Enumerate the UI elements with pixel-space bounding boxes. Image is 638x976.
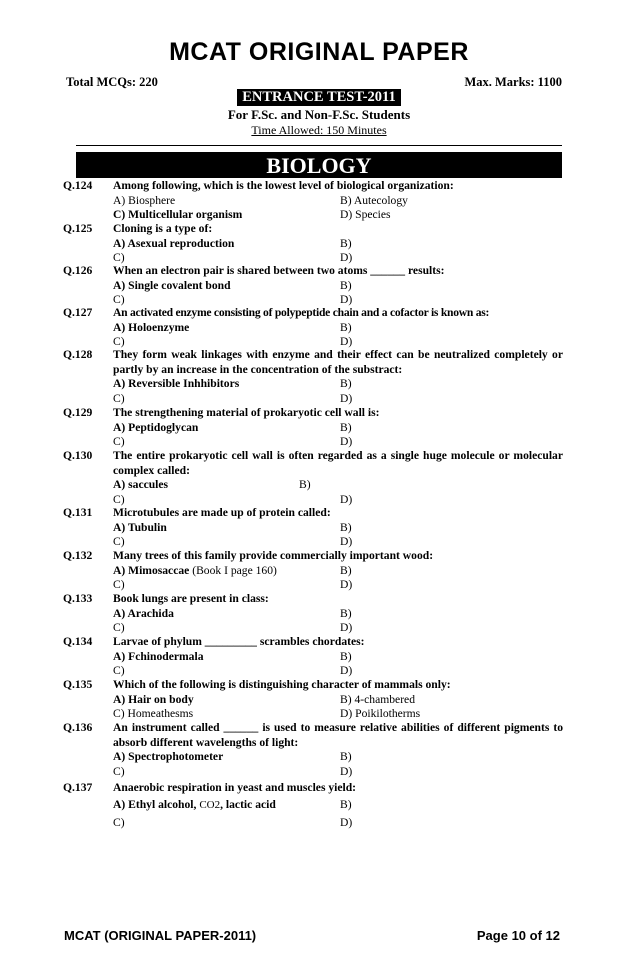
option-c: C) — [113, 816, 125, 829]
question-text: Among following, which is the lowest level of biological organization: — [113, 179, 454, 192]
question-text: An activated enzyme consisting of polypeptide chain and a cofactor is known as: — [113, 306, 490, 319]
question-number: Q.135 — [63, 678, 93, 691]
option-c: C) — [113, 621, 125, 635]
option-c: C) — [113, 293, 125, 307]
max-marks: Max. Marks: 1100 — [464, 75, 562, 89]
option-d: D) — [340, 251, 353, 265]
option-b: B) — [340, 420, 352, 434]
question-130 — [63, 449, 563, 507]
question-number: Q.137 — [63, 781, 93, 794]
question-133 — [63, 592, 563, 636]
question-124 — [63, 179, 563, 223]
option-a: A) Single covalent bond — [113, 278, 231, 292]
option-b: B) — [299, 478, 311, 492]
question-number: Q.127 — [63, 306, 93, 319]
option-a: A) saccules — [113, 478, 169, 492]
option-a: A) Peptidoglycan — [113, 420, 199, 434]
option-c: C) — [113, 391, 125, 405]
option-c: C) — [113, 578, 125, 592]
option-d: D) — [340, 391, 353, 405]
question-number: Q.128 — [63, 348, 93, 361]
question-text: Many trees of this family provide commercially important wood: — [113, 549, 434, 562]
option-d: D) Species — [340, 208, 391, 222]
question-136 — [63, 721, 563, 779]
option-d: D) — [340, 435, 353, 449]
option-b: B) — [340, 649, 352, 663]
question-number: Q.131 — [63, 506, 93, 519]
question-text: They form weak linkages with enzyme and their effect can be neutralized completely or partly by an increase in the concentration of the substract: — [113, 348, 563, 376]
option-a: A) Biosphere — [113, 193, 176, 207]
option-a: A) Tubulin — [113, 520, 167, 534]
question-number: Q.134 — [63, 635, 93, 648]
question-text: Larvae of phylum _________ scrambles chordates: — [113, 635, 365, 648]
footer-paper-name: MCAT (ORIGINAL PAPER-2011) — [64, 928, 257, 943]
question-text: The entire prokaryotic cell wall is often regarded as a single huge molecule or molecular complex called: — [113, 449, 563, 477]
question-number: Q.129 — [63, 406, 93, 419]
option-a: A) Reversible Inhhibitors — [113, 377, 240, 391]
divider — [76, 145, 562, 146]
option-a: A) Holoenzyme — [113, 320, 190, 334]
option-c: C) Homeathesms — [113, 707, 194, 721]
option-b: B) 4-chambered — [340, 692, 416, 706]
option-d: D) — [340, 335, 353, 349]
question-number: Q.125 — [63, 222, 93, 235]
option-c: C) Multicellular organism — [113, 208, 243, 222]
option-d: D) — [340, 578, 353, 592]
option-d: D) — [340, 293, 353, 307]
question-134 — [63, 635, 563, 679]
question-135 — [63, 678, 563, 722]
question-number: Q.133 — [63, 592, 93, 605]
question-125 — [63, 222, 563, 266]
question-132 — [63, 549, 563, 593]
question-text: Anaerobic respiration in yeast and muscles yield: — [113, 781, 357, 794]
time-allowed: Time Allowed: 150 Minutes — [251, 123, 387, 137]
question-text: Book lungs are present in class: — [113, 592, 269, 605]
question-129 — [63, 406, 563, 450]
option-c: C) — [113, 764, 125, 778]
option-d: D) — [340, 664, 353, 678]
entrance-label: ENTRANCE TEST-2011 — [237, 89, 401, 106]
option-c: C) — [113, 251, 125, 265]
time-allowed-line — [0, 123, 638, 138]
option-b: B) — [340, 798, 352, 811]
total-mcqs: Total MCQs: 220 — [66, 75, 158, 89]
option-b: B) — [340, 563, 352, 577]
question-text: Cloning is a type of: — [113, 222, 213, 235]
option-c: C) — [113, 492, 125, 506]
option-b: B) — [340, 377, 352, 391]
paper-title: MCAT ORIGINAL PAPER — [169, 38, 469, 66]
option-c: C) — [113, 535, 125, 549]
subject-banner: BIOLOGY — [76, 152, 562, 178]
option-d: D) Poikilotherms — [340, 707, 421, 721]
entrance-banner — [0, 88, 638, 106]
option-a: A) Asexual reproduction — [113, 236, 235, 250]
option-d: D) — [340, 492, 353, 506]
for-students: For F.Sc. and Non-F.Sc. Students — [227, 107, 411, 122]
option-b: B) — [340, 320, 352, 334]
question-126 — [63, 264, 563, 308]
question-number: Q.132 — [63, 549, 93, 562]
option-b: B) — [340, 750, 352, 764]
question-number: Q.136 — [63, 721, 93, 734]
question-128 — [63, 348, 563, 406]
question-text: Which of the following is distinguishing character of mammals only: — [113, 678, 451, 691]
footer-page-number: Page 10 of 12 — [476, 928, 560, 943]
option-a — [113, 796, 340, 814]
option-a-text: A) Ethyl alcohol, — [113, 798, 197, 811]
option-a-text: A) Mimosaccae — [113, 563, 190, 577]
question-131 — [63, 506, 563, 550]
option-a-note: (Book I page 160) — [192, 563, 277, 577]
option-a — [113, 564, 340, 579]
question-137 — [63, 779, 563, 831]
option-d: D) — [340, 535, 353, 549]
question-127 — [63, 306, 563, 350]
option-d: D) — [340, 764, 353, 778]
option-d: D) — [340, 816, 353, 829]
option-a: A) Arachida — [113, 606, 174, 620]
option-b: B) Autecology — [340, 193, 408, 207]
option-b: B) — [340, 236, 352, 250]
option-c: C) — [113, 335, 125, 349]
option-a: A) Hair on body — [113, 692, 194, 706]
co2-formula: CO2 — [199, 799, 221, 811]
option-c: C) — [113, 664, 125, 678]
question-number: Q.130 — [63, 449, 93, 462]
option-b: B) — [340, 520, 352, 534]
option-b: B) — [340, 278, 352, 292]
option-a: A) Fchinodermala — [113, 649, 204, 663]
option-d: D) — [340, 621, 353, 635]
option-b: B) — [340, 606, 352, 620]
question-text: When an electron pair is shared between two atoms ______ results: — [113, 264, 445, 277]
question-text: An instrument called ______ is used to measure relative abilities of different pigments to absorb different wavelengths of light: — [113, 721, 563, 749]
option-a-rest: , lactic acid — [220, 798, 276, 811]
question-text: Microtubules are made up of protein called: — [113, 506, 331, 519]
option-a: A) Spectrophotometer — [113, 750, 224, 764]
question-number: Q.124 — [63, 179, 93, 192]
question-number: Q.126 — [63, 264, 93, 277]
option-c: C) — [113, 435, 125, 449]
question-text: The strengthening material of prokaryotic cell wall is: — [113, 406, 380, 419]
